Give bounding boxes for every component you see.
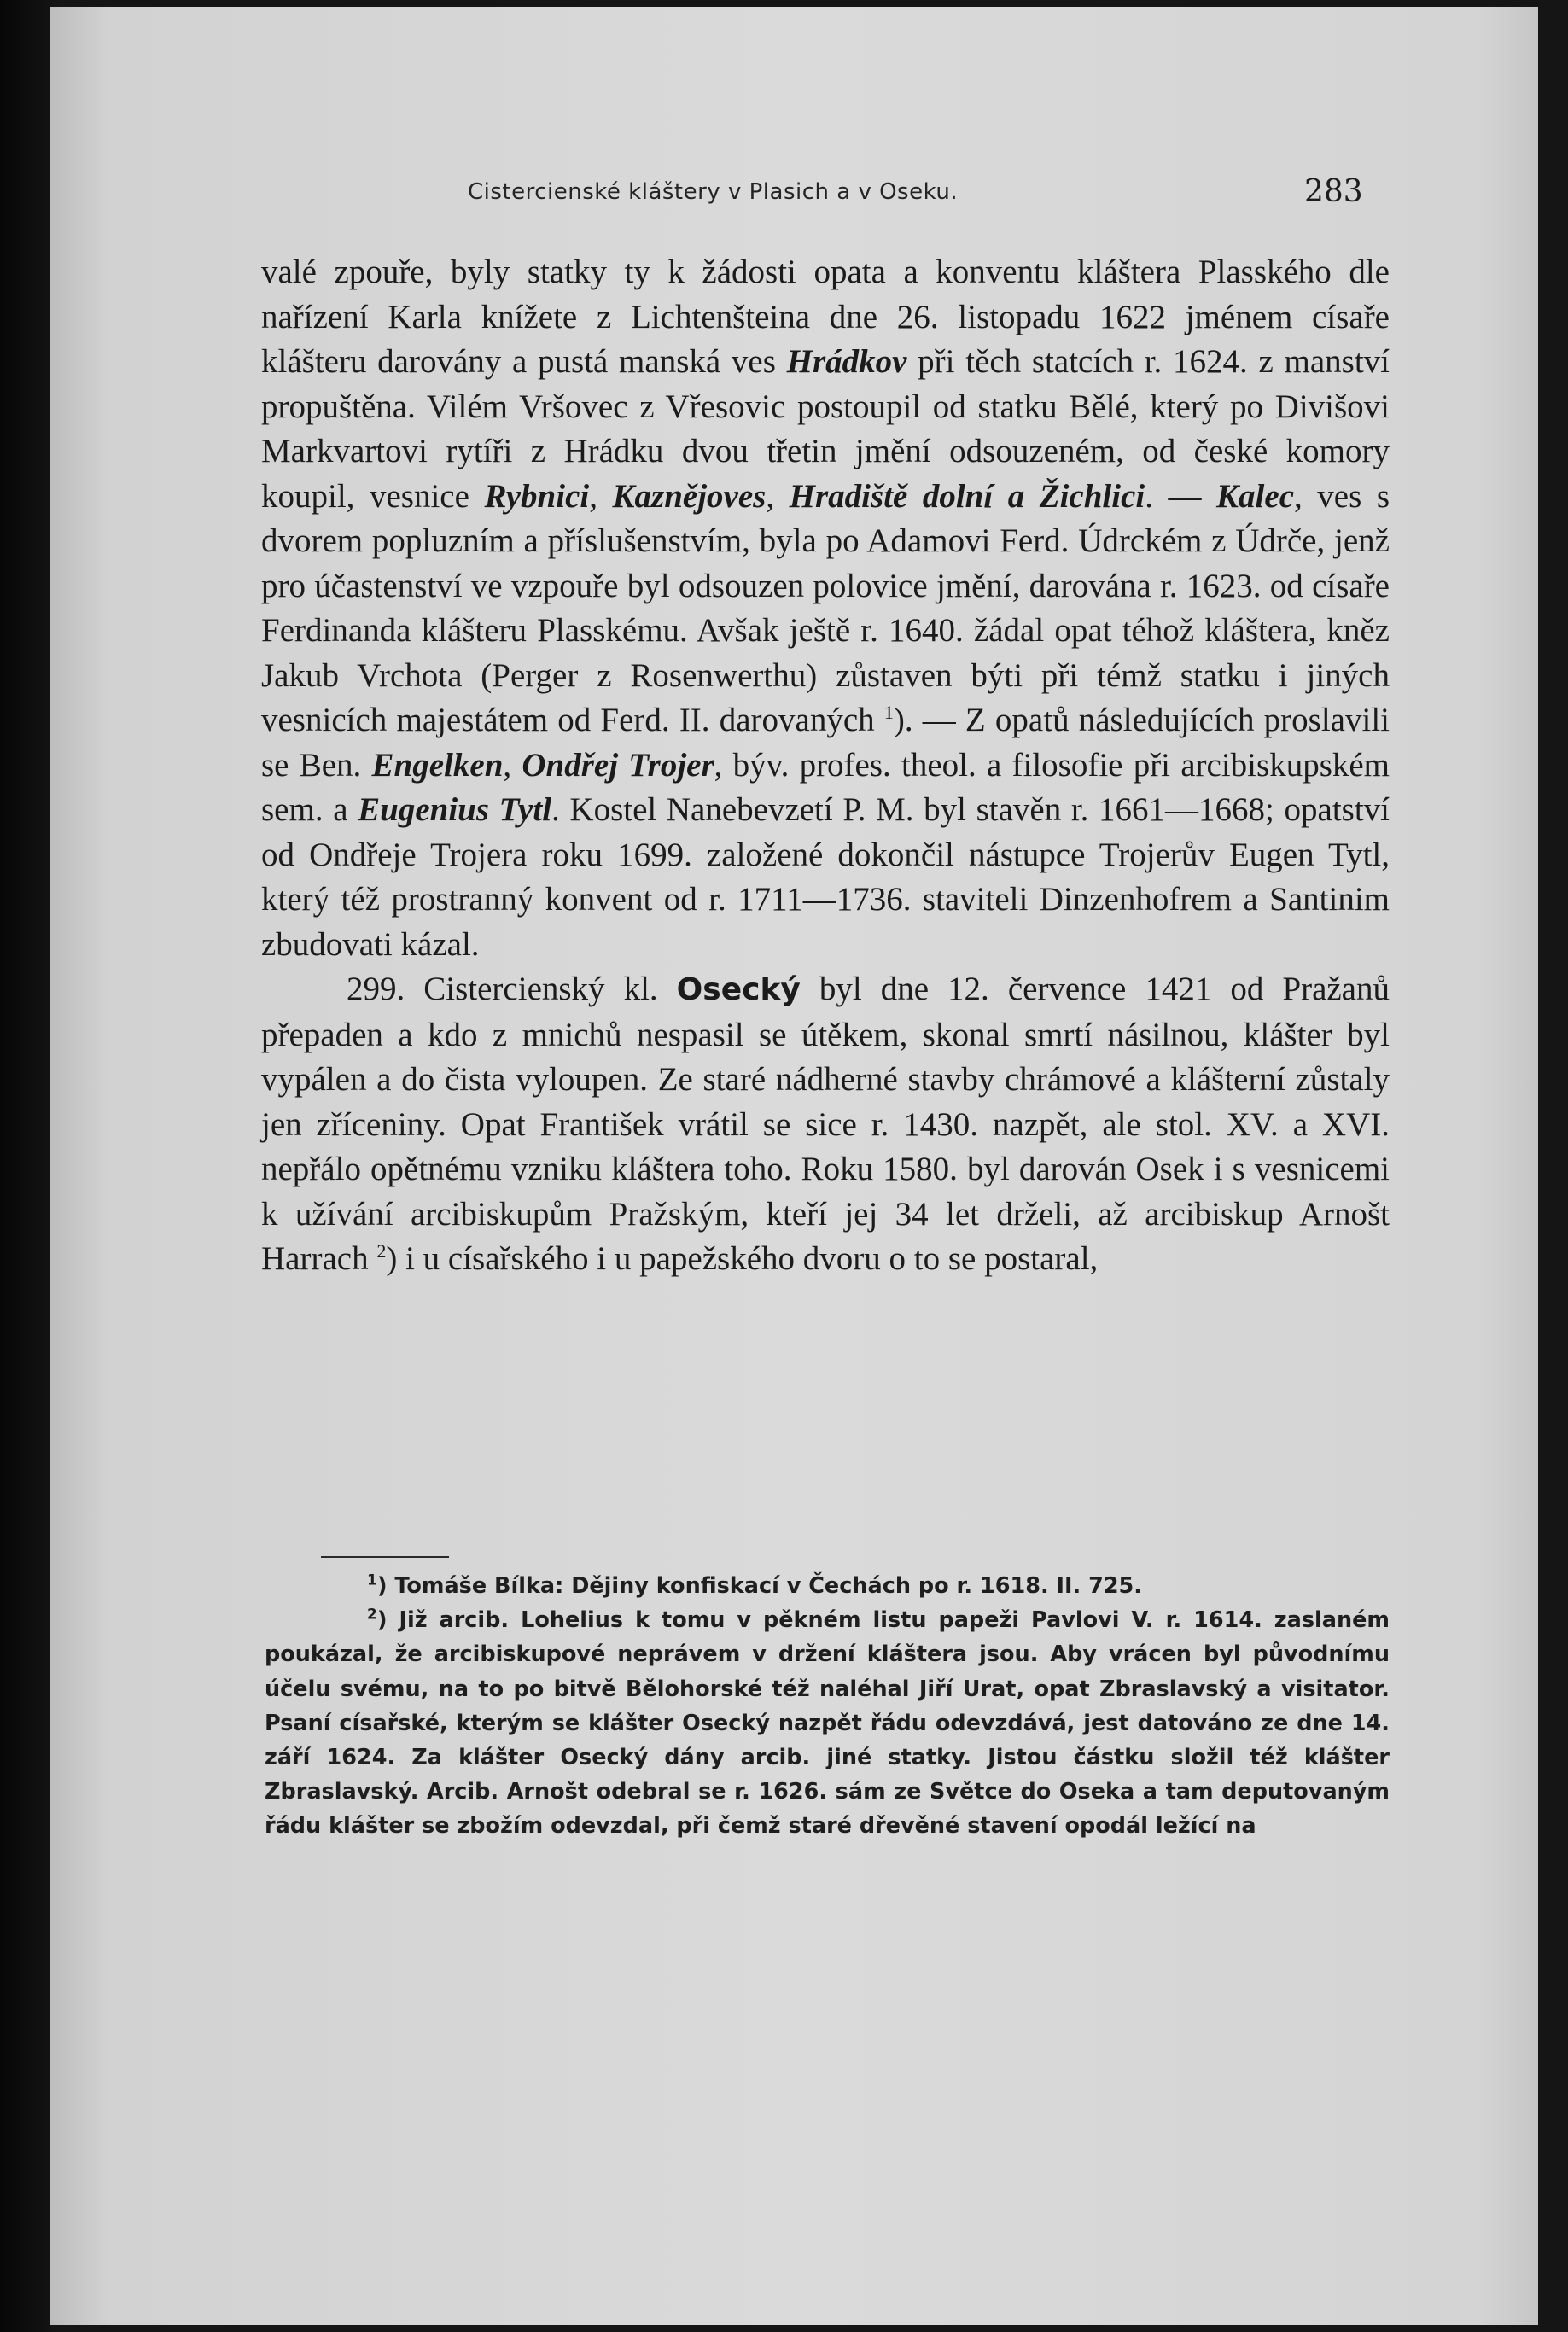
footnote-2-text: ) Již arcib. Lohelius k tomu v pěkném listu papeži Pavlovi V. r. 1614. zaslaném poukázal, že arcibiskupové neprávem v držení kláštera jsou. Aby vrácen byl původnímu účelu svému, na to po bitvě Bělohorské též naléhal Jiří Urat, opat Zbraslavský a visitator. Psaní císařské, kterým se klášter Osecký nazpět řádu odevzdává, jest datováno ze dne 14. září 1624. Za klášter Osecký dány arcib. jiné statky. Jistou částku složil též klášter Zbraslavský. Arcib. Arnošt odebral se r. 1626. sám ze Světce do Oseka a tam deputovaným řádu klášter se zbožím odevzdal, při čemž staré dřevěné stavení opodál ležící na [265,1607,1390,1839]
keyword-osecky: Osecký [676,972,801,1007]
text-run: při těch statcích r. 1624. z manství propuštěna. Vilém Vršovec z Vřesovic postoupil od statku Bělé, který po Divišovi Markvartovi rytíři z Hrádku dvou třetin jmění odsouzeném, od české komory koupil, vesnice [261,343,1390,515]
person-name-trojer: Ondřej Trojer [522,746,714,784]
running-head [50,174,1538,213]
footnote-1-mark: 1 [367,1571,377,1589]
book-page [50,7,1538,2325]
text-run: , ves s dvorem popluzním a příslušenstvím, byla po Adamovi Ferd. Údrckém z Údrče, jenž pro účastenství ve vzpouře byl odsouzen polovice jmění, darována r. 1623. od císaře Ferdinanda klášteru Plasskému. Avšak ještě r. 1640. žádal opat téhož kláštera, kněz Jakub Vrchota (Perger z Rosenwerthu) zůstaven býti při témž statku i jiných vesnicích majestátem od Ferd. II. darovaných [261,477,1390,738]
running-head-title: Cistercienské kláštery v Plasich a v Oseku. [468,179,959,205]
footnote-separator [321,1556,449,1558]
footnote-ref-1[interactable]: 1 [883,702,894,723]
text-run: valé zpouře, byly statky ty k žádosti opata a konventu kláštera Plasského dle nařízení Karla knížete z Lichtenšteina dne 26. listopadu 1622 jménem císaře klášteru darovány a pustá manská ves [261,254,1390,380]
text-run: , býv. profes. theol. a filosofie při arcibiskupském sem. a [261,746,1390,828]
text-run: . — [1145,477,1202,515]
place-name-hradkov: Hrádkov [786,343,907,380]
place-name-zichlici: Žichlici [1039,477,1145,515]
footnote-1 [265,1569,1390,1603]
text-run: , [766,477,775,515]
place-name-kaznejoves: Kaznějoves [612,477,767,515]
page-number: 283 [1304,174,1363,209]
footnote-2 [265,1603,1390,1843]
footnotes [265,1569,1390,1844]
paragraph-2 [261,967,1390,1282]
text-run: 299. Cistercienský kl. [347,971,658,1007]
person-name-tytl: Eugenius Tytl [358,791,552,828]
person-name-engelken: Engelken [371,746,504,784]
place-name-rybnici: Rybnici [484,477,590,515]
text-run: . Kostel Nanebevzetí P. M. byl stavěn r. 1661—1668; opatství od Ondřeje Trojera roku 1699. založené dokončil nástupce Trojerův Eugen Tytl, který též prostranný konvent od r. 1711—1736. staviteli Dinzenhofrem a Santinim zbudovati kázal. [261,791,1390,963]
text-run: ) i u císařského i u papežského dvoru o to se postaral, [386,1240,1099,1277]
main-text [261,250,1390,1282]
place-name-hradiste: Hradiště dolní [789,477,994,515]
text-run: ). — Z opatů následujících proslavili se Ben. [261,702,1390,784]
footnote-2-mark: 2 [367,1606,377,1624]
paragraph-1 [261,250,1390,967]
text-run: byl dne 12. července 1421 od Pražanů přepaden a kdo z mnichů nespasil se útěkem, skonal smrtí násilnou, klášter byl vypálen a do čista vyloupen. Ze staré nádherné stavby chrámové a klášterní zůstaly jen zříceniny. Opat František vrátil se sice r. 1430. nazpět, ale stol. XV. a XVI. nepřálo opětnému vzniku kláštera toho. Roku 1580. byl darován Osek i s vesnicemi k užívání arcibiskupům Pražským, kteří jej 34 let drželi, až arcibiskup Arnošt Harrach [261,971,1390,1277]
place-name-kalec: Kalec [1216,477,1295,515]
footnote-ref-2[interactable]: 2 [376,1240,387,1262]
text-run: , [503,746,512,784]
text-run: , [589,477,597,515]
text-run: a [1007,477,1025,515]
footnote-1-text: ) Tomáše Bílka: Dějiny konfiskací v Čechách po r. 1618. II. 725. [376,1573,1142,1599]
